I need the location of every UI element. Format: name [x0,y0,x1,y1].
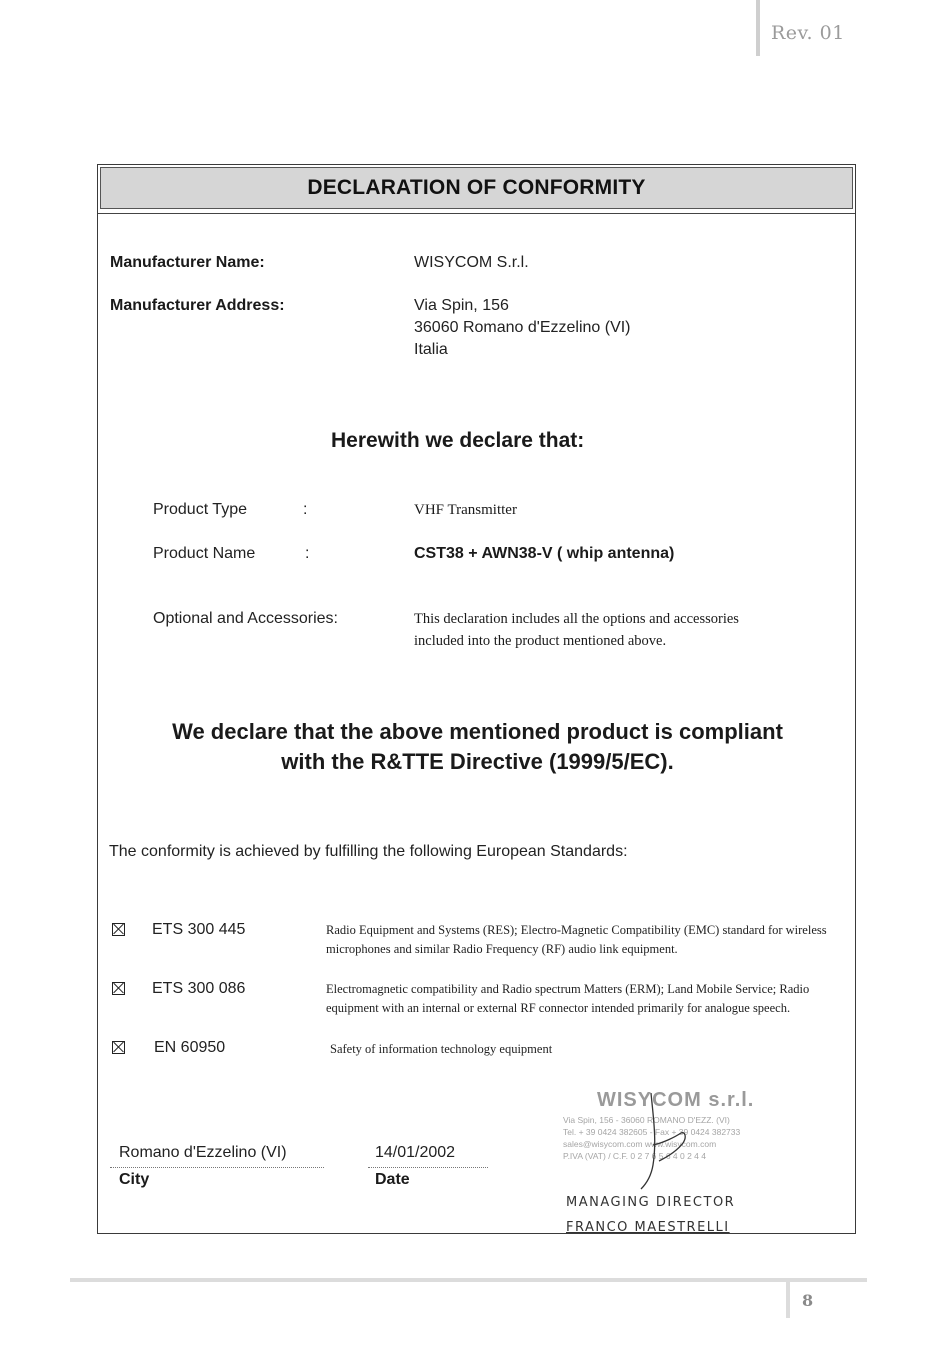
accessories-line: This declaration includes all the options and accessories [414,611,739,627]
declaration-box [97,164,856,1234]
stamp-line: Tel. + 39 0424 382605 - Fax + 39 0424 382733 [563,1127,741,1137]
standard-description: Radio Equipment and Systems (RES); Electro-Magnetic Compatibility (EMC) standard for wireless microphones and similar Radio Frequency (RF) audio link equipment. [326,923,827,956]
city-value: Romano d'Ezzelino (VI) [119,1144,287,1161]
manufacturer-name: WISYCOM S.r.l. [414,254,529,271]
conformity-intro: The conformity is achieved by fulfilling the following European Standards: [109,843,628,860]
compliance-statement-line: We declare that the above mentioned product is compliant [172,719,783,744]
stamp-line: Via Spin, 156 - 36060 ROMANO D'EZZ. (VI) [563,1115,730,1125]
signatory-title: MANAGING DIRECTOR [566,1195,736,1210]
city-label: City [119,1171,150,1188]
footer-separator [786,1282,790,1318]
stamp-line: sales@wisycom.com www.wisycom.com [563,1139,717,1149]
accessories-label: Optional and Accessories: [153,610,338,627]
accessories-line: included into the product mentioned above. [414,633,667,649]
signature-icon [623,1085,703,1195]
product-name-separator: : [305,545,310,562]
checked-checkbox-icon [112,982,125,995]
checked-checkbox-icon [112,1041,125,1054]
address-line: Via Spin, 156 [414,297,509,314]
title-bar [100,167,853,209]
stamp-brand: WISYCOM s.r.l. [597,1089,755,1111]
manufacturer-address-label: Manufacturer Address: [110,297,285,314]
compliance-statement-line: with the R&TTE Directive (1999/5/EC). [281,749,674,774]
signatory-name: FRANCO MAESTRELLI [566,1220,730,1235]
checked-checkbox-icon [112,923,125,936]
standard-code: EN 60950 [154,1039,226,1056]
standard-description: Electromagnetic compatibility and Radio spectrum Matters (ERM); Land Mobile Service; Radio equipment with an internal or external RF connector intended primarily for analogue speech. [326,982,810,1015]
standard-description: Safety of information technology equipment [330,1042,553,1056]
page-number: 8 [802,1291,814,1310]
manufacturer-name-label: Manufacturer Name: [110,254,265,271]
product-name-label: Product Name [153,545,256,562]
date-line [368,1167,488,1168]
footer-divider [70,1278,867,1282]
address-line: Italia [414,341,448,358]
revision-label: Rev. 01 [771,22,845,44]
product-type-label: Product Type [153,501,247,518]
date-value: 14/01/2002 [375,1144,456,1161]
product-type-separator: : [303,501,308,518]
product-type-value: VHF Transmitter [414,502,517,518]
address-line: 36060 Romano d'Ezzelino (VI) [414,319,631,336]
header-divider [756,0,760,56]
document-title: DECLARATION OF CONFORMITY [307,176,646,199]
standard-code: ETS 300 445 [152,921,246,938]
title-divider [98,213,855,214]
stamp-line: P.IVA (VAT) / C.F. 0 2 7 6 5 6 4 0 2 4 4 [563,1151,707,1161]
product-name-value: CST38 + AWN38-V ( whip antenna) [414,545,675,562]
city-line [110,1167,324,1168]
date-label: Date [375,1171,410,1188]
declare-heading: Herewith we declare that: [331,429,585,452]
standard-code: ETS 300 086 [152,980,246,997]
